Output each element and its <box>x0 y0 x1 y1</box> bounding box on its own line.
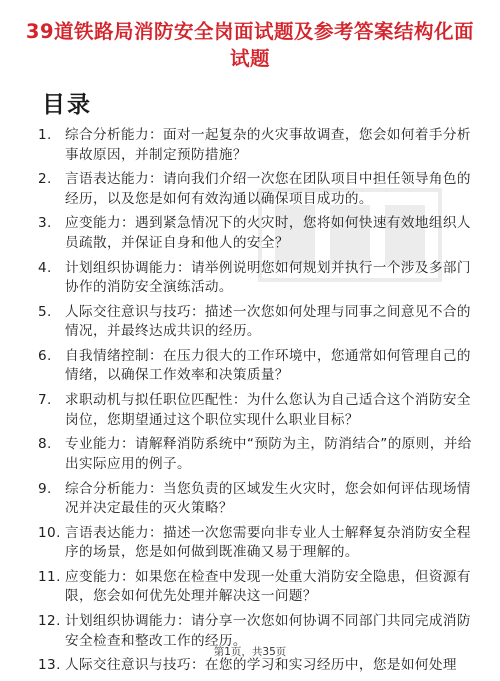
toc-item-text: 计划组织协调能力：请分享一次您如何协调不同部门共同完成消防安全检查和整改工作的经历。 <box>65 613 471 649</box>
toc-item[interactable] <box>38 656 473 676</box>
toc-item[interactable] <box>38 435 473 474</box>
toc-item[interactable] <box>38 259 473 298</box>
toc-item[interactable] <box>38 126 473 165</box>
toc-item[interactable] <box>38 524 473 563</box>
toc-item-text: 综合分析能力：当您负责的区域发生火灾时，您会如何评估现场情况并决定最佳的灭火策略？ <box>65 480 471 516</box>
toc-item-number: 9. <box>38 480 52 497</box>
toc-item-number: 8. <box>38 436 52 453</box>
document-title: 39道铁路局消防安全岗面试题及参考答案结构化面试题 <box>25 20 475 70</box>
toc-item-text: 应变能力：遇到紧急情况下的火灾时，您将如何快速有效地组织人员疏散，并保证自身和他人的安全？ <box>65 215 471 251</box>
toc-item[interactable] <box>38 347 473 386</box>
toc-item-number: 1. <box>38 127 52 143</box>
toc-item-text: 自我情绪控制：在压力很大的工作环境中，您通常如何管理自己的情绪，以确保工作效率和决策质量？ <box>65 347 471 384</box>
toc-item-number: 6. <box>38 347 52 364</box>
toc-item-number: 5. <box>38 303 52 320</box>
toc-item-text: 计划组织协调能力：请举例说明您如何规划并执行一个涉及多部门协作的消防安全演练活动。 <box>65 259 471 296</box>
page-footer: 第1页，共35页 <box>213 646 287 658</box>
toc-item[interactable] <box>38 214 473 253</box>
toc-item-number: 13. <box>38 657 61 674</box>
toc-item-text: 求职动机与拟任职位匹配性：为什么您认为自己适合这个消防安全岗位，您期望通过这个职位实现什么职业目标？ <box>65 392 471 428</box>
toc-heading: 目录 <box>42 92 92 118</box>
toc-item[interactable] <box>38 170 473 209</box>
toc-list <box>38 126 473 681</box>
toc-item-number: 4. <box>38 259 52 276</box>
toc-item-text: 言语表达能力：描述一次您需要向非专业人士解释复杂消防安全程序的场景，您是如何做到既准确又易于理解的。 <box>65 524 471 561</box>
toc-item-text: 应变能力：如果您在检查中发现一处重大消防安全隐患，但资源有限，您会如何优先处理并解决这一问题？ <box>65 568 471 605</box>
toc-item[interactable] <box>38 391 473 430</box>
toc-item-text: 综合分析能力：面对一起复杂的火灾事故调查，您会如何着手分析事故原因，并制定预防措施？ <box>65 127 471 163</box>
toc-item-number: 7. <box>38 392 52 409</box>
toc-item-number: 10. <box>38 524 61 541</box>
toc-item-number: 11. <box>38 568 61 585</box>
toc-item-text: 言语表达能力：请向我们介绍一次您在团队项目中担任领导角色的经历，以及您是如何有效沟通以确保项目成功的。 <box>65 171 471 207</box>
toc-item[interactable] <box>38 568 473 607</box>
toc-item-text: 专业能力：请解释消防系统中“预防为主，防消结合”的原则，并给出实际应用的例子。 <box>65 436 472 472</box>
toc-item-text: 人际交往意识与技巧：描述一次您如何处理与同事之间意见不合的情况，并最终达成共识的经历。 <box>65 303 471 340</box>
toc-item[interactable] <box>38 480 473 519</box>
toc-item-text: 人际交往意识与技巧：在您的学习和实习经历中，您是如何处理 <box>65 657 457 674</box>
toc-item-number: 3. <box>38 215 52 232</box>
toc-item[interactable] <box>38 303 473 342</box>
toc-item-number: 2. <box>38 171 52 188</box>
toc-item-number: 12. <box>38 613 61 630</box>
